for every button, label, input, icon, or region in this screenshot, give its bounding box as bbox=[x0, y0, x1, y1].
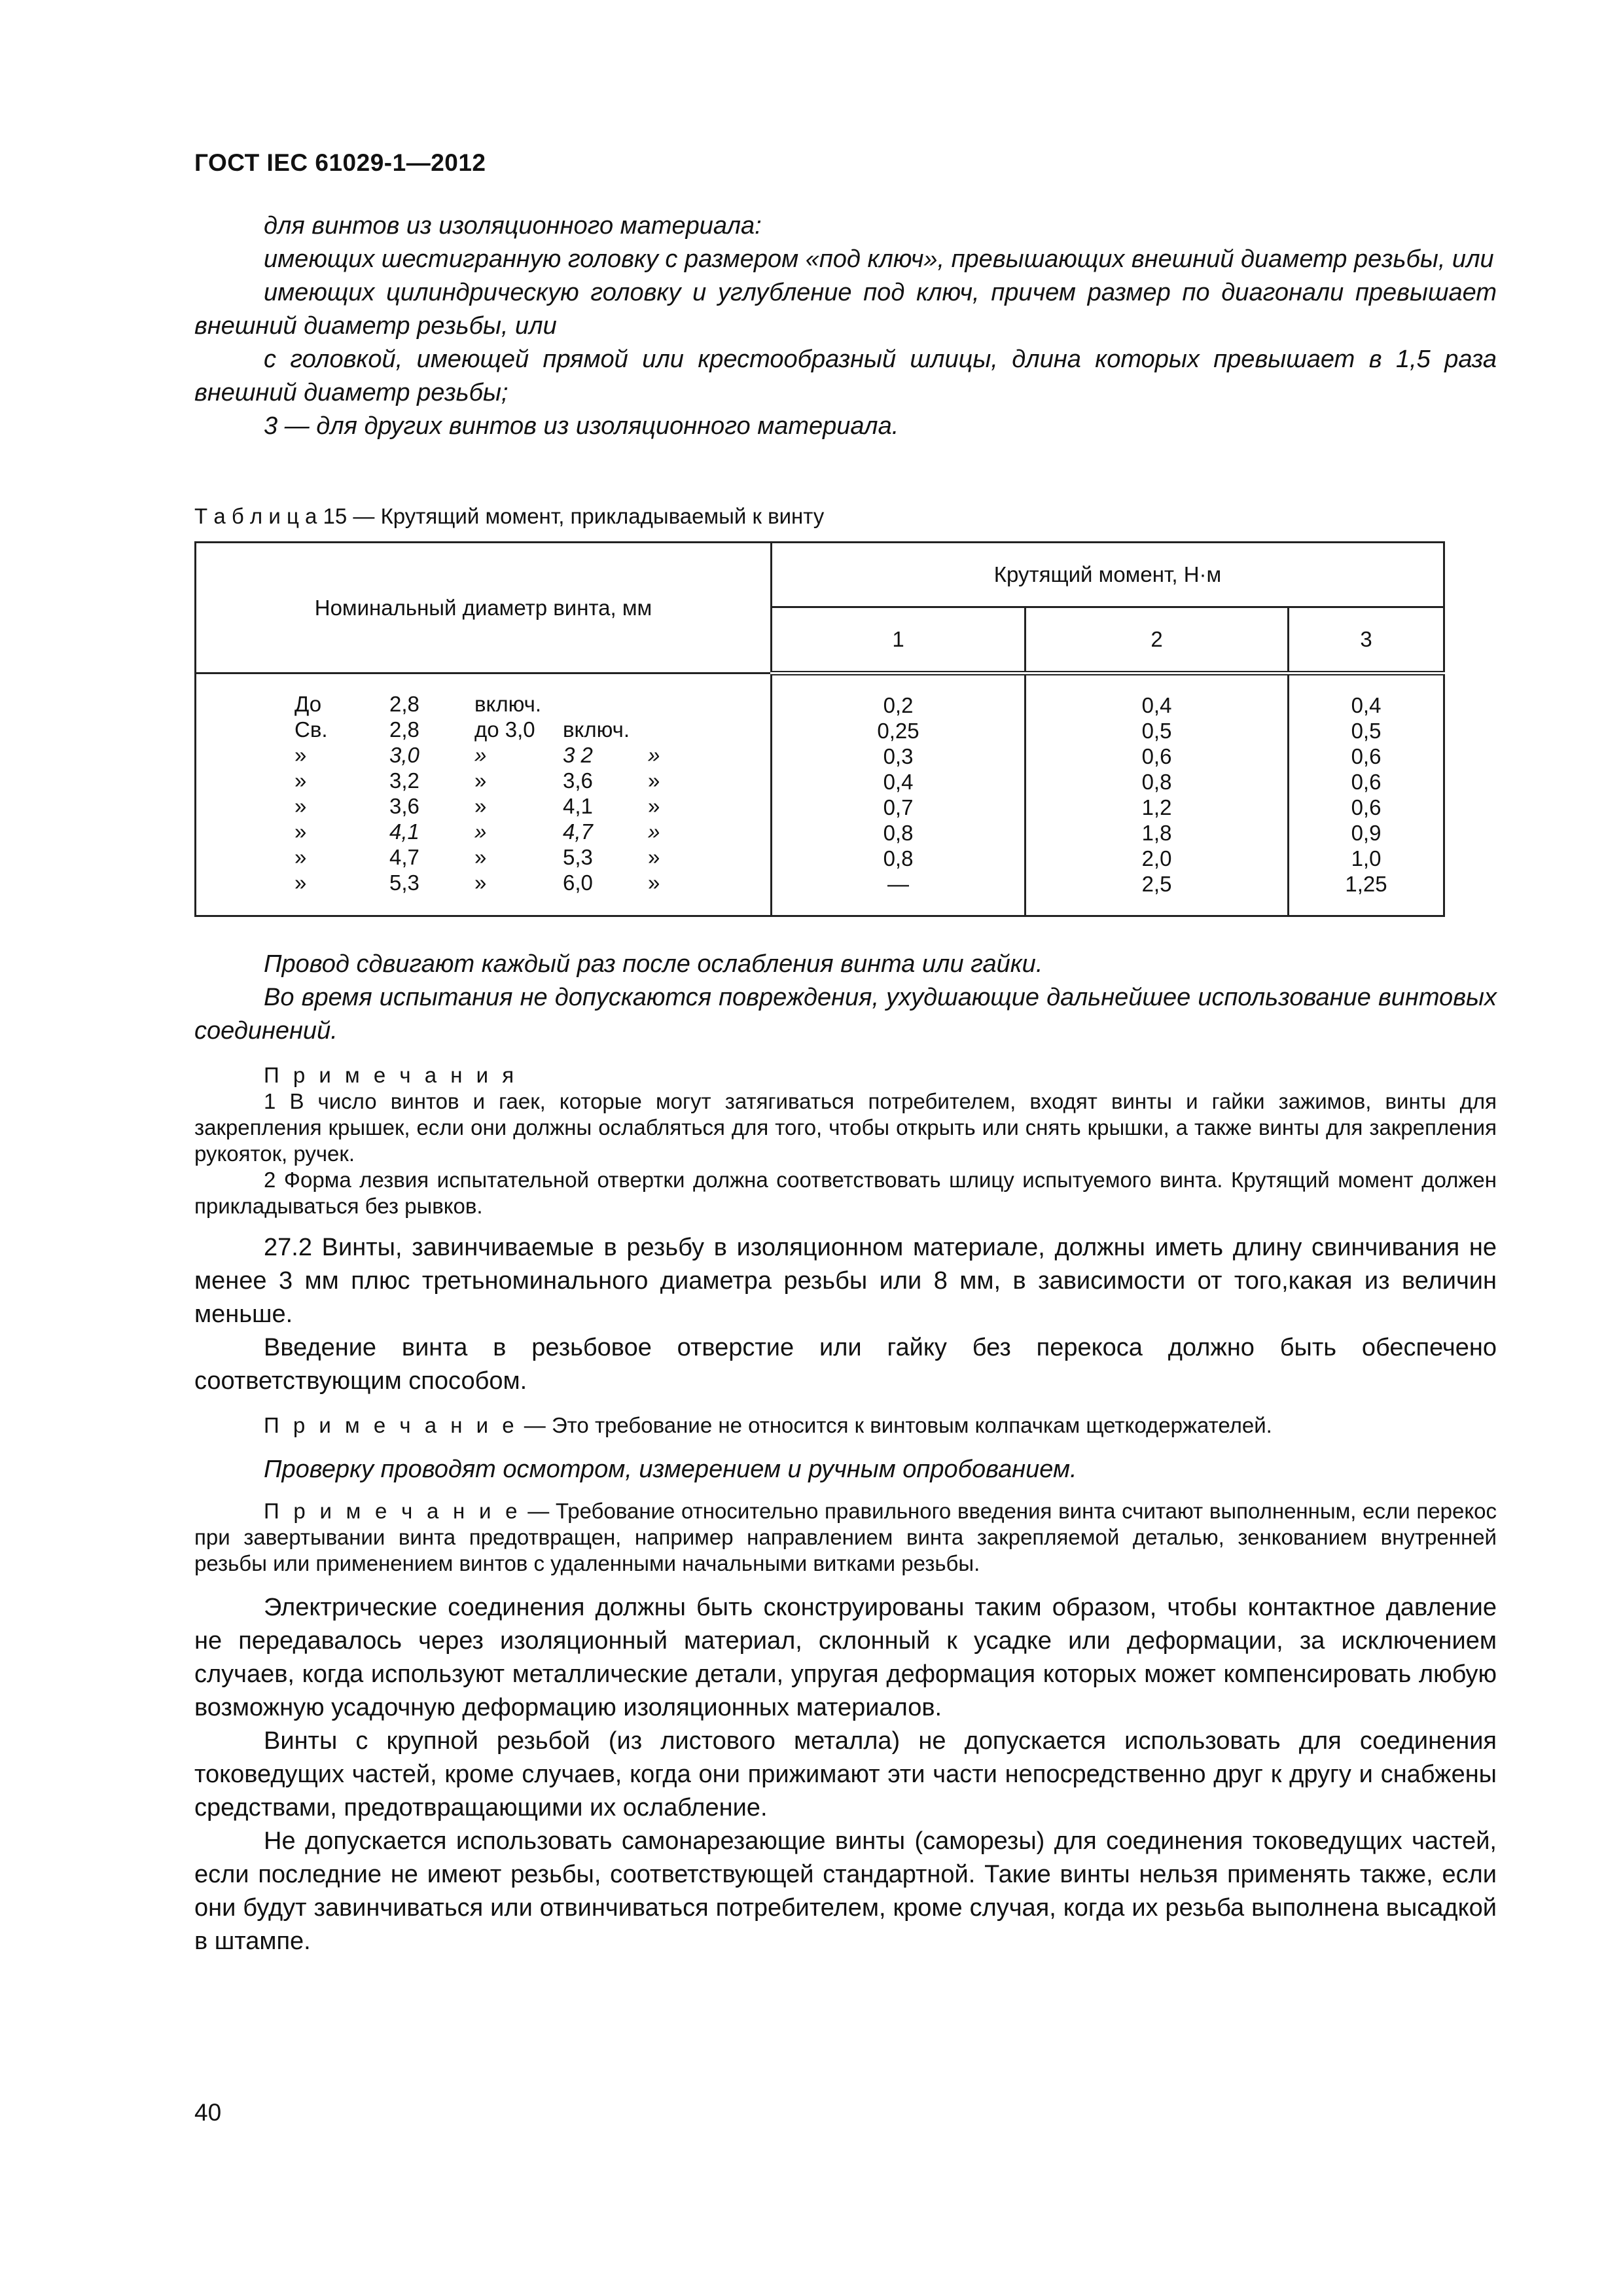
diameter-row: » 5,3 » 6,0 » bbox=[294, 870, 660, 895]
header-col-3: 3 bbox=[1289, 607, 1444, 673]
clause-27-2: 27.2 Винты, завинчиваемые в резьбу в изоляционном материале, должны иметь длину свинчивания не менее 3 мм плюс третьноминального диаметра резьбы или 8 мм, в зависимости от того,какая из величин меньше. bbox=[194, 1234, 1497, 1328]
intro-block bbox=[194, 209, 1497, 443]
torque-column-1: 0,2 0,25 0,3 0,4 0,7 0,8 0,8 — bbox=[772, 673, 1026, 916]
paragraph-coarse-thread: Винты с крупной резьбой (из листового металла) не допускается использовать для соединения токоведущих частей, кроме случаев, когда они прижимают эти части непосредственно друг к другу и снабжены средствами, предотвращающими их ослабление. bbox=[194, 1727, 1497, 1821]
paragraph-no-damage: Во время испытания не допускаются повреждения, ухудшающие дальнейшее использование винтовых соединений. bbox=[194, 984, 1497, 1045]
diameter-row: До 2,8 включ. bbox=[294, 692, 541, 716]
table-caption bbox=[194, 504, 824, 529]
note-4: П р и м е ч а н и е — Требование относительно правильного введения винта считают выполненным, если перекос при завертывании винта предотвращен, например направлением винта закрепляемой деталью, зенкованием внутренней резьбы или применением винтов с удаленными начальными витками резьбы. bbox=[194, 1499, 1497, 1575]
paragraph-wire-shift: Провод сдвигают каждый раз после ослабления винта или гайки. bbox=[264, 950, 1043, 978]
body-after-table bbox=[194, 948, 1497, 1958]
page-number: 40 bbox=[194, 2099, 222, 2126]
paragraph-screw-entry: Введение винта в резьбовое отверстие или гайку без перекоса должно быть обеспечено соответствующим способом. bbox=[194, 1334, 1497, 1395]
paragraph-electrical-connections: Электрические соединения должны быть сконструированы таким образом, чтобы контактное давление не передавалось через изоляционный материал, склонный к усадке или деформации, за исключением случаев, когда используют металлические детали, упругая деформация которых может компенсировать любую возможную усадочную деформацию изоляционных материалов. bbox=[194, 1594, 1497, 1721]
intro-line-2: имеющих шестигранную головку с размером «под ключ», превышающих внешний диаметр резьбы, или bbox=[264, 245, 1494, 273]
intro-line-4: с головкой, имеющей прямой или крестообразный шлицы, длина которых превышает в 1,5 раза внешний диаметр резьбы; bbox=[194, 346, 1497, 406]
table-caption-text: — Крутящий момент, прикладываемый к винту bbox=[347, 504, 825, 528]
diameter-row: » 4,1 » 4,7 » bbox=[294, 819, 660, 844]
notes-title: П р и м е ч а н и я bbox=[264, 1063, 518, 1087]
note-1: 1 В число винтов и гаек, которые могут затягиваться потребителем, входят винты и гайки зажимов, винты для закрепления крышек, если они должны ослабляться для того, чтобы открыть или снять крышки, а также винты для закрепления рукояток, ручек. bbox=[194, 1089, 1497, 1166]
intro-line-5: 3 — для других винтов из изоляционного материала. bbox=[264, 412, 899, 440]
paragraph-inspection: Проверку проводят осмотром, измерением и ручным опробованием. bbox=[264, 1456, 1077, 1483]
note-2: 2 Форма лезвия испытательной отвертки должна соответствовать шлицу испытуемого винта. Крутящий момент должен прикладываться без рывков. bbox=[194, 1168, 1497, 1218]
header-col-1: 1 bbox=[772, 607, 1026, 673]
note-3: П р и м е ч а н и е — Это требование не относится к винтовым колпачкам щеткодержателей. bbox=[264, 1413, 1272, 1437]
diameter-row: » 4,7 » 5,3 » bbox=[294, 845, 660, 869]
diameter-row: » 3,6 » 4,1 » bbox=[294, 794, 660, 818]
torque-table bbox=[194, 541, 1445, 917]
header-col-2: 2 bbox=[1026, 607, 1289, 673]
diameter-column bbox=[196, 673, 772, 916]
intro-line-1: для винтов из изоляционного материала: bbox=[264, 212, 762, 240]
torque-column-3: 0,4 0,5 0,6 0,6 0,6 0,9 1,0 1,25 bbox=[1289, 673, 1444, 916]
header-torque: Крутящий момент, Н·м bbox=[772, 543, 1444, 607]
diameter-row: » 3,2 » 3,6 » bbox=[294, 768, 660, 793]
intro-line-3: имеющих цилиндрическую головку и углубление под ключ, причем размер по диагонали превышает внешний диаметр резьбы, или bbox=[194, 279, 1497, 340]
table-caption-prefix: Т а б л и ц а 15 bbox=[194, 504, 348, 528]
document-header: ГОСТ IEC 61029-1—2012 bbox=[194, 149, 486, 176]
header-diameter: Номинальный диаметр винта, мм bbox=[196, 543, 772, 673]
torque-column-2: 0,4 0,5 0,6 0,8 1,2 1,8 2,0 2,5 bbox=[1026, 673, 1289, 916]
diameter-row: » 3,0 » 3 2 » bbox=[294, 743, 660, 767]
paragraph-self-tapping: Не допускается использовать самонарезающие винты (саморезы) для соединения токоведущих частей, если последние не имеют резьбы, соответствующей стандартной. Такие винты нельзя применять также, если они будут завинчиваться или отвинчиваться потребителем, кроме случая, когда их резьба выполнена высадкой в штампе. bbox=[194, 1827, 1497, 1955]
diameter-row: Св. 2,8 до 3,0 включ. bbox=[294, 717, 630, 742]
